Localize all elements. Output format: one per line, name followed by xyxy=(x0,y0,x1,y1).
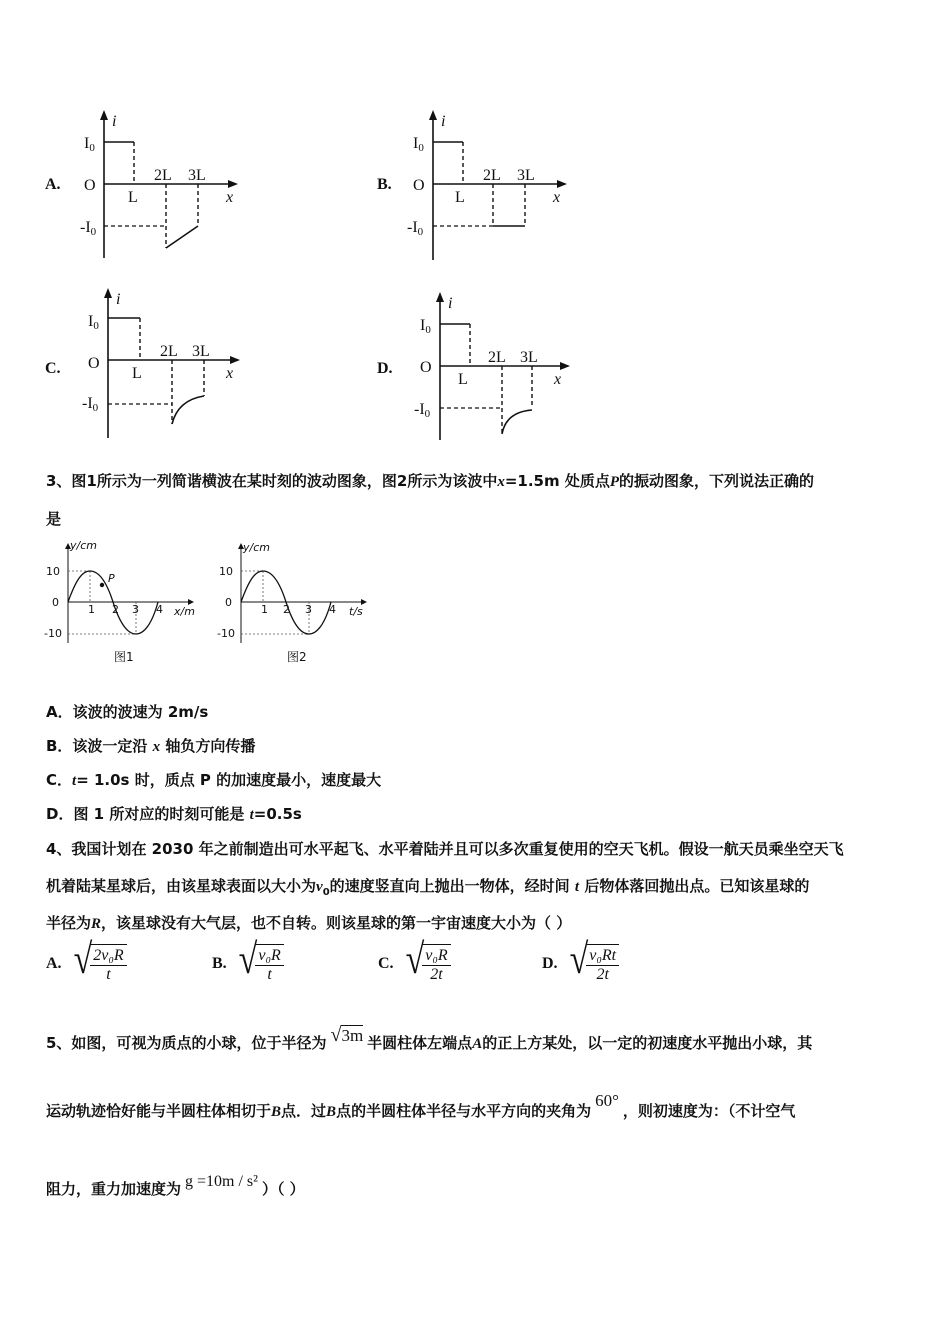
fig1-ylabel: y/cm xyxy=(70,539,97,552)
graph-option-c xyxy=(80,288,250,448)
svg-text:-I0: -I0 xyxy=(407,219,424,238)
svg-text:3: 3 xyxy=(305,603,312,616)
svg-text:i: i xyxy=(116,291,121,308)
q4-option-d: D. √ $\frac{\text{v₀Rt}}{2t}$ xyxy=(542,944,619,984)
graph-option-d xyxy=(412,290,582,450)
axis-i-label: i xyxy=(112,113,117,130)
graph-option-b xyxy=(405,108,575,268)
q5-gravity: g =10m / s² xyxy=(185,1173,258,1190)
svg-text:0: 0 xyxy=(225,596,232,609)
svg-text:I0: I0 xyxy=(413,135,424,154)
q3-option-a: A．该波的波速为 2m/s xyxy=(46,703,209,721)
svg-text:x: x xyxy=(554,371,562,388)
svg-text:I0: I0 xyxy=(88,313,99,332)
origin-label: O xyxy=(84,177,96,194)
q3-line2: 是 xyxy=(46,510,62,528)
svg-text:L: L xyxy=(132,365,142,382)
i0-label: I0 xyxy=(84,135,95,154)
fig2-xlabel: t/s xyxy=(349,605,363,618)
svg-text:2L: 2L xyxy=(488,349,506,366)
q4-option-c: C. √ $\frac{\text{v₀R}}{2t}$ xyxy=(378,944,451,984)
q3-option-b: B．该波一定沿 x 轴负方向传播 xyxy=(46,737,256,755)
fig2-caption: 图2 xyxy=(287,650,307,664)
svg-text:10: 10 xyxy=(46,565,60,578)
svg-text:-I0: -I0 xyxy=(82,395,99,414)
svg-text:4: 4 xyxy=(156,603,163,616)
q3-option-d: D．图 1 所对应的时刻可能是 t=0.5s xyxy=(46,805,302,823)
q4-option-b: B. √ $\frac{\text{v₀R}}{t}$ xyxy=(212,944,284,984)
svg-text:2: 2 xyxy=(112,603,119,616)
option-b-label: B. xyxy=(377,176,392,193)
svg-text:4: 4 xyxy=(329,603,336,616)
graph-option-a xyxy=(78,108,248,268)
svg-text:-10: -10 xyxy=(44,627,62,640)
svg-text:3L: 3L xyxy=(192,343,210,360)
option-c-label: C. xyxy=(45,360,61,377)
option-d-label: D. xyxy=(377,360,393,377)
svg-text:3L: 3L xyxy=(520,349,538,366)
svg-text:2L: 2L xyxy=(160,343,178,360)
svg-text:x: x xyxy=(226,365,234,382)
q5-radius: √3m xyxy=(330,1024,364,1046)
q3-figure-1 xyxy=(40,535,200,670)
svg-text:i: i xyxy=(448,295,453,312)
neg-i0-label: -I0 xyxy=(80,219,97,238)
svg-text:1: 1 xyxy=(88,603,95,616)
q3-figure-2 xyxy=(215,535,375,670)
tick-2l: 2L xyxy=(154,167,172,184)
q5-line3: 阻力，重力加速度为 g =10m / s² ）（ ） xyxy=(46,1173,305,1198)
svg-text:-I0: -I0 xyxy=(414,401,431,420)
svg-text:O: O xyxy=(420,359,432,376)
q5-line1: 5、如图，可视为质点的小球，位于半径为 √3m 半圆柱体左端点 A 的正上方某处，以一定的初速度水平抛出小球，其 xyxy=(46,1024,813,1052)
fig2-ylabel: y/cm xyxy=(243,541,270,554)
tick-l: L xyxy=(128,189,138,206)
q5-angle: 60° xyxy=(595,1091,619,1110)
svg-text:-10: -10 xyxy=(217,627,235,640)
axis-x-label: x xyxy=(226,189,234,206)
tick-3l: 3L xyxy=(188,167,206,184)
svg-text:L: L xyxy=(455,189,465,206)
svg-text:i: i xyxy=(441,113,446,130)
q4-line1: 4、我国计划在 2030 年之前制造出可水平起飞、水平着陆并且可以多次重复使用的空天飞机。假设一航天员乘坐空天飞 xyxy=(46,840,844,858)
svg-text:3L: 3L xyxy=(517,167,535,184)
svg-text:2: 2 xyxy=(283,603,290,616)
svg-text:2L: 2L xyxy=(483,167,501,184)
svg-text:L: L xyxy=(458,371,468,388)
svg-text:x: x xyxy=(553,189,561,206)
option-a-label: A. xyxy=(45,176,61,193)
fig1-caption: 图1 xyxy=(114,650,134,664)
svg-text:O: O xyxy=(88,355,100,372)
fig1-xlabel: x/m xyxy=(174,605,195,618)
q4-option-a: A. √ $\frac{\text{2v₀R}}{t}$ xyxy=(46,944,127,984)
q3-line1: 3、图1所示为一列简谐横波在某时刻的波动图象，图2所示为该波中x=1.5m 处质点P的振动图象，下列说法正确的 xyxy=(46,472,815,490)
q4-line3: 半径为R，该星球没有大气层，也不自转。则该星球的第一宇宙速度大小为（ ） xyxy=(46,914,572,932)
svg-text:0: 0 xyxy=(52,596,59,609)
q4-line2: 机着陆某星球后，由该星球表面以大小为$v_0$的速度竖直向上抛出一物体，经时间 t 后物体落回抛出点。已知该星球的 xyxy=(46,877,810,898)
q5-line2: 运动轨迹恰好能与半圆柱体相切于 B 点．过 B 点的半圆柱体半径与水平方向的夹角为 60° ，则初速度为：（不计空气 xyxy=(46,1091,796,1120)
svg-text:3: 3 xyxy=(132,603,139,616)
q3-option-c: C．t= 1.0s 时，质点 P 的加速度最小，速度最大 xyxy=(46,771,382,789)
fig1-point-p: P xyxy=(108,572,115,585)
svg-text:1: 1 xyxy=(261,603,268,616)
svg-text:10: 10 xyxy=(219,565,233,578)
svg-text:O: O xyxy=(413,177,425,194)
svg-text:I0: I0 xyxy=(420,317,431,336)
